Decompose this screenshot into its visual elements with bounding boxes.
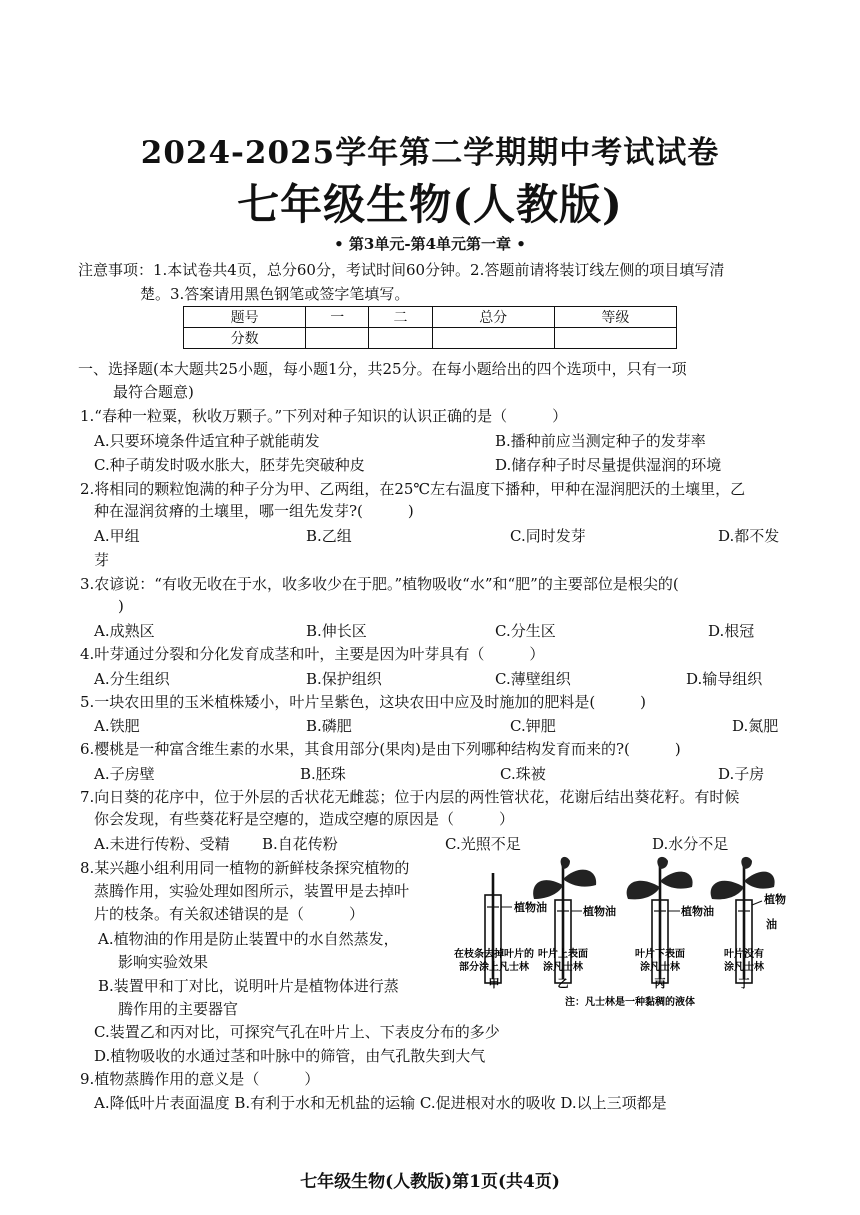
- subject-title: 七年级生物(人教版): [237, 180, 623, 229]
- question-6-option-b[interactable]: B.胚珠: [300, 765, 346, 783]
- question-1-option-c[interactable]: C.种子萌发时吸水胀大，胚芽先突破种皮: [94, 456, 365, 474]
- score-table-header: 等级: [554, 307, 676, 328]
- question-3-option-b[interactable]: B.伸长区: [306, 622, 367, 640]
- score-cell[interactable]: [306, 328, 369, 349]
- question-1-stem: 1.“春种一粒粟，秋收万颗子。”下列对种子知识的认识正确的是（ ）: [80, 407, 568, 425]
- question-1-option-d[interactable]: D.储存种子时尽量提供湿润的环境: [495, 456, 722, 474]
- caption-ding-line2: 涂凡士林: [724, 962, 764, 973]
- question-4-stem: 4.叶芽通过分裂和分化发育成茎和叶，主要是因为叶芽具有（ ）: [80, 645, 545, 663]
- question-8-option-c[interactable]: C.装置乙和丙对比，可探究气孔在叶片上、下表皮分布的多少: [94, 1023, 500, 1041]
- score-table-header: 总分: [432, 307, 554, 328]
- question-8-stem-cont: 片的枝条。有关叙述错误的是（ ）: [94, 905, 365, 923]
- oil-label: 植物油: [583, 905, 616, 918]
- section-heading-cont: 最符合题意): [113, 383, 194, 401]
- question-3-stem-cont: ): [118, 597, 124, 615]
- question-6-option-c[interactable]: C.珠被: [500, 765, 546, 783]
- question-2-option-d[interactable]: D.都不发: [718, 527, 780, 545]
- score-table-header: 题号: [184, 307, 306, 328]
- question-1-option-a[interactable]: A.只要环境条件适宜种子就能萌发: [94, 432, 320, 450]
- caption-bing-line2: 涂凡士林: [640, 962, 680, 973]
- question-4-option-d[interactable]: D.输导组织: [686, 670, 763, 688]
- caption-bing-tag: 丙: [654, 977, 666, 990]
- question-6-stem: 6.樱桃是一种富含维生素的水果，其食用部分(果肉)是由下列哪种结构发育而来的?( ): [80, 740, 681, 758]
- question-4-option-b[interactable]: B.保护组织: [306, 670, 382, 688]
- question-4-option-a[interactable]: A.分生组织: [94, 670, 170, 688]
- question-8-option-b[interactable]: B.装置甲和丁对比，说明叶片是植物体进行蒸: [98, 977, 399, 995]
- question-2-option-b[interactable]: B.乙组: [306, 527, 352, 545]
- question-8-option-b-cont: 腾作用的主要器官: [118, 1000, 239, 1018]
- score-table: [183, 306, 677, 349]
- question-7-option-a[interactable]: A.未进行传粉、受精: [94, 835, 230, 853]
- score-row-label: 分数: [184, 328, 306, 349]
- question-9-stem: 9.植物蒸腾作用的意义是（ ）: [80, 1070, 320, 1088]
- section-heading: 一、选择题(本大题共25小题，每小题1分，共25分。在每小题给出的四个选项中，只有一项: [78, 360, 687, 378]
- exam-title: 2024-2025学年第二学期期中考试试卷: [140, 135, 720, 171]
- oil-label: 植物油: [514, 901, 547, 914]
- question-3-option-a[interactable]: A.成熟区: [94, 622, 155, 640]
- question-7-option-b[interactable]: B.自花传粉: [262, 835, 338, 853]
- question-8-option-d[interactable]: D.植物吸收的水通过茎和叶脉中的筛管，由气孔散失到大气: [94, 1047, 486, 1065]
- question-5-stem: 5.一块农田里的玉米植株矮小，叶片呈紫色，这块农田中应及时施加的肥料是( ): [80, 693, 647, 711]
- oil-label: 植物油: [681, 905, 714, 918]
- question-6-option-d[interactable]: D.子房: [718, 765, 765, 783]
- score-table-header: 一: [306, 307, 369, 328]
- score-cell[interactable]: [369, 328, 432, 349]
- question-3-option-c[interactable]: C.分生区: [495, 622, 556, 640]
- question-5-option-c[interactable]: C.钾肥: [510, 717, 556, 735]
- oil-label: 油: [766, 918, 777, 931]
- caption-bing-line1: 叶片下表面: [635, 949, 685, 960]
- question-5-option-a[interactable]: A.铁肥: [94, 717, 140, 735]
- question-8-option-a-cont: 影响实验效果: [118, 953, 209, 971]
- notice-line-2: 楚。3.答案请用黑色钢笔或签字笔填写。: [140, 285, 410, 303]
- caption-yi-line1: 叶片上表面: [538, 949, 588, 960]
- score-table-header: 二: [369, 307, 432, 328]
- question-7-stem: 7.向日葵的花序中，位于外层的舌状花无雌蕊；位于内层的两性管状花，花谢后结出葵花籽。有时候: [80, 788, 740, 806]
- score-table-score-row: [184, 328, 677, 349]
- caption-ding-tag: 丁: [738, 977, 750, 990]
- question-5-option-b[interactable]: B.磷肥: [306, 717, 352, 735]
- caption-yi-line2: 涂凡士林: [543, 962, 583, 973]
- transpiration-figure: [430, 855, 790, 1015]
- question-8-stem: 8.某兴趣小组利用同一植物的新鲜枝条探究植物的: [80, 859, 410, 877]
- score-table-header-row: [184, 307, 677, 328]
- question-7-option-d[interactable]: D.水分不足: [652, 835, 729, 853]
- page-footer: 七年级生物(人教版)第1页(共4页): [300, 1172, 560, 1192]
- question-2-stem-cont: 种在湿润贫瘠的土壤里，哪一组先发芽?( ): [94, 502, 414, 520]
- caption-jia-tag: 甲: [488, 977, 500, 990]
- caption-ding-line1: 叶片没有: [724, 949, 764, 960]
- scope-subtitle: • 第3单元-第4单元第一章 •: [334, 235, 526, 253]
- figure-note: 注：凡士林是一种黏稠的液体: [565, 997, 695, 1008]
- question-5-option-d[interactable]: D.氮肥: [732, 717, 779, 735]
- score-cell[interactable]: [432, 328, 554, 349]
- question-7-option-c[interactable]: C.光照不足: [445, 835, 521, 853]
- question-4-option-c[interactable]: C.薄壁组织: [495, 670, 571, 688]
- question-3-option-d[interactable]: D.根冠: [708, 622, 755, 640]
- question-2-option-a[interactable]: A.甲组: [94, 527, 140, 545]
- question-9-options[interactable]: A.降低叶片表面温度 B.有利于水和无机盐的运输 C.促进根对水的吸收 D.以上三项都是: [94, 1094, 667, 1112]
- question-6-option-a[interactable]: A.子房壁: [94, 765, 155, 783]
- question-7-stem-cont: 你会发现，有些葵花籽是空瘪的，造成空瘪的原因是（ ）: [94, 810, 515, 828]
- notice-line-1: 注意事项：1.本试卷共4页，总分60分，考试时间60分钟。2.答题前请将装订线左侧的项目填写清: [78, 261, 725, 279]
- question-8-stem-cont: 蒸腾作用，实验处理如图所示，装置甲是去掉叶: [94, 882, 410, 900]
- question-2-option-d-cont: 芽: [94, 551, 110, 569]
- caption-jia-line2: 部分涂上凡士林: [459, 962, 529, 973]
- score-cell[interactable]: [554, 328, 676, 349]
- oil-label: 植物: [764, 893, 786, 906]
- question-2-stem: 2.将相同的颗粒饱满的种子分为甲、乙两组，在25℃左右温度下播种，甲种在湿润肥沃的土壤里，乙: [80, 480, 746, 498]
- caption-yi-tag: 乙: [557, 977, 569, 990]
- caption-jia-line1: 在枝条去掉叶片的: [454, 949, 534, 960]
- question-1-option-b[interactable]: B.播种前应当测定种子的发芽率: [495, 432, 706, 450]
- question-3-stem: 3.农谚说：“有收无收在于水，收多收少在于肥。”植物吸收“水”和“肥”的主要部位是根尖的(: [80, 575, 679, 593]
- question-2-option-c[interactable]: C.同时发芽: [510, 527, 586, 545]
- question-8-option-a[interactable]: A.植物油的作用是防止装置中的水自然蒸发，: [98, 930, 399, 948]
